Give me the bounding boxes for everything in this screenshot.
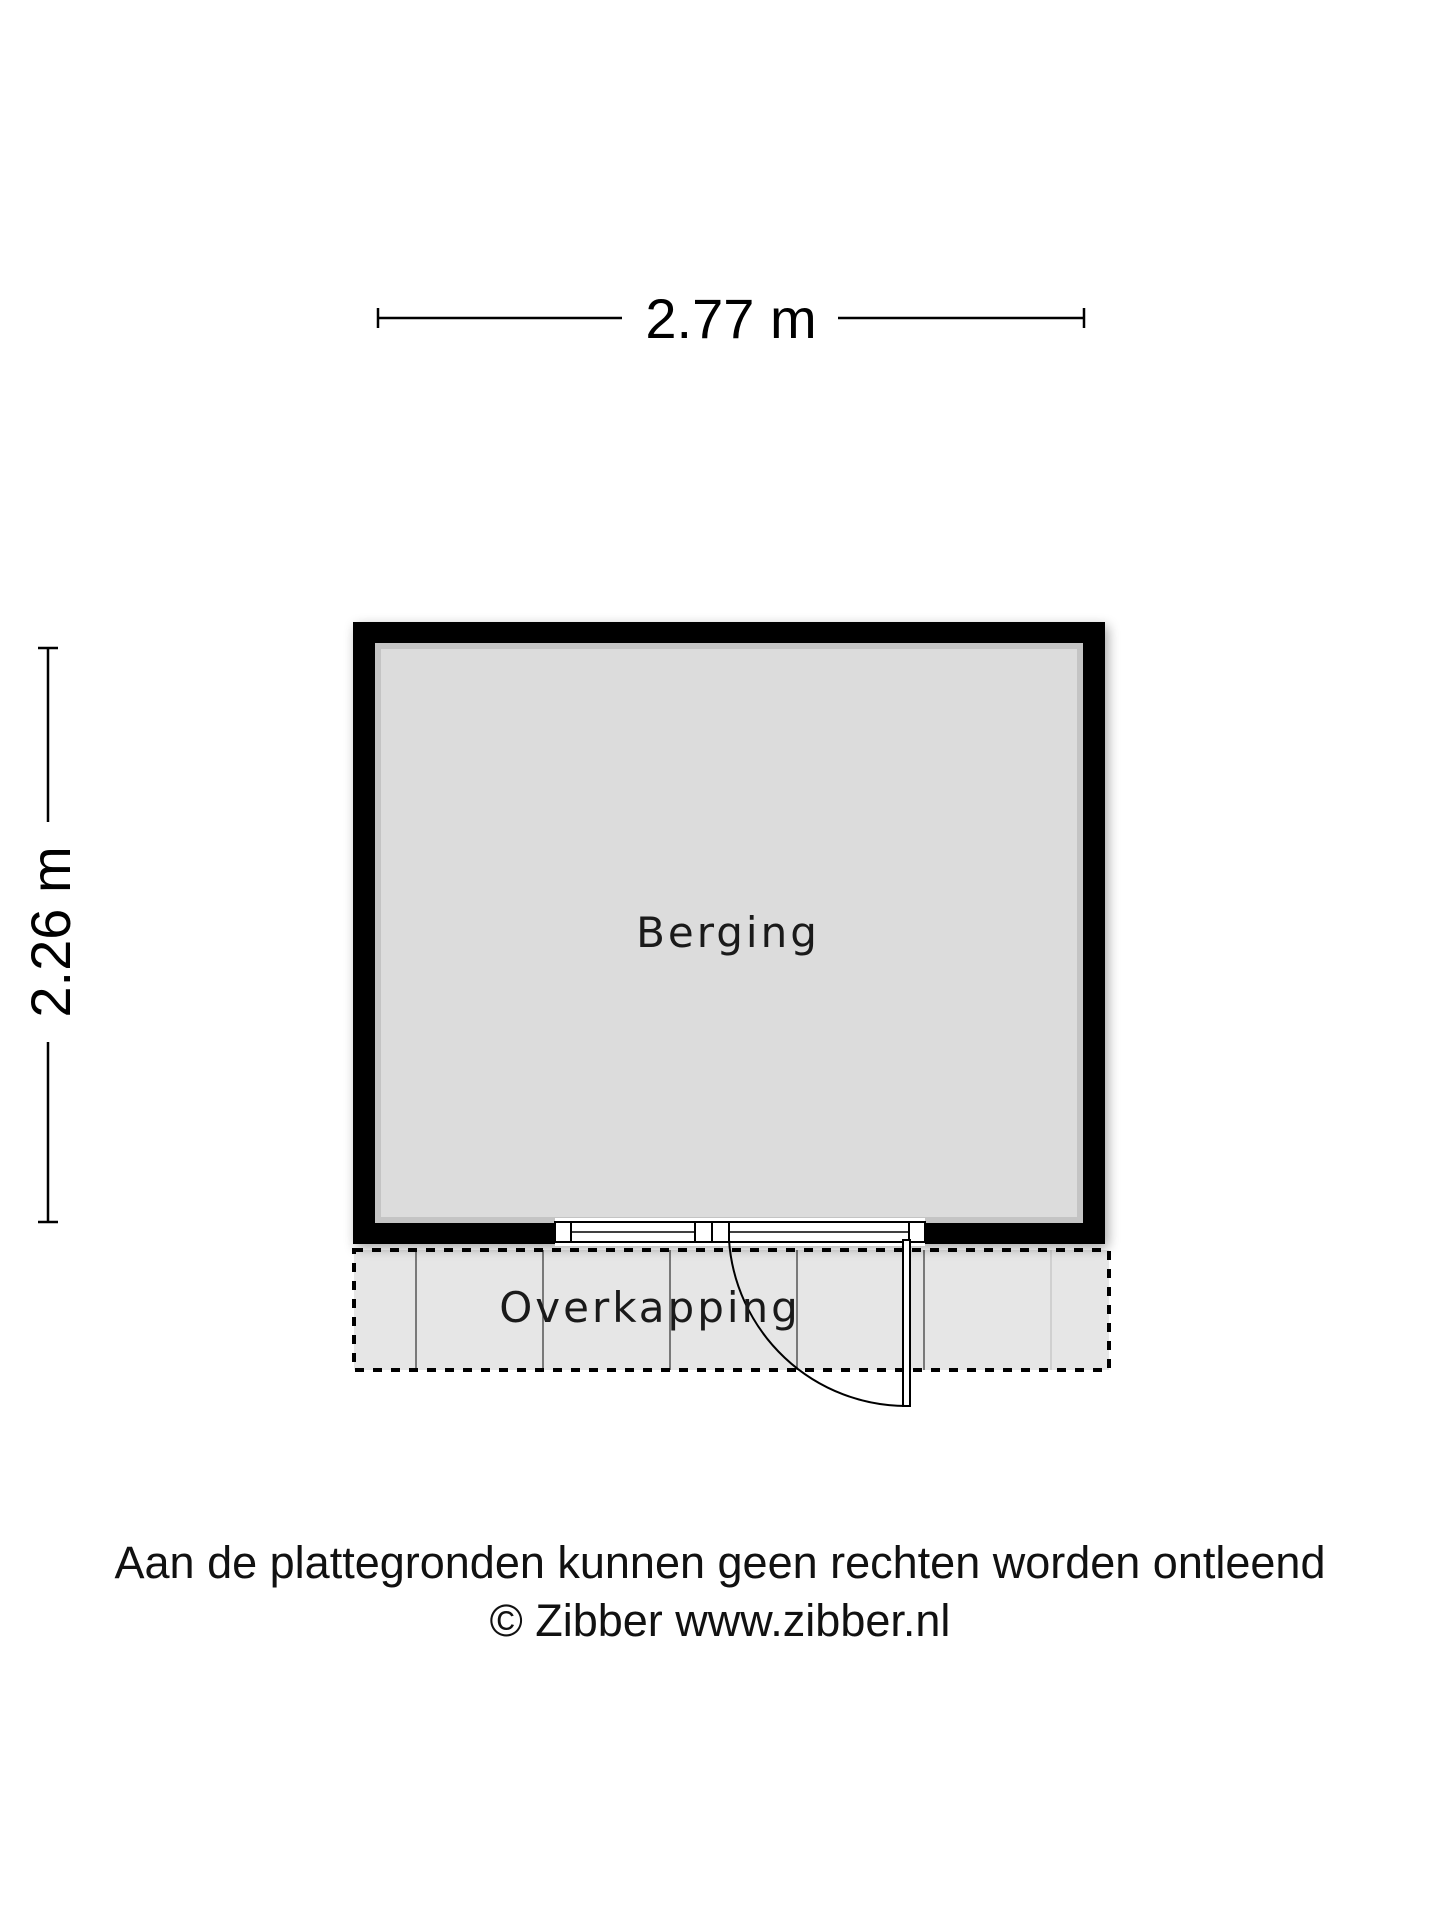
width-dimension (378, 287, 1084, 350)
room-label-berging: Berging (636, 908, 820, 957)
copyright-text: © Zibber www.zibber.nl (489, 1595, 951, 1646)
room-label-overkapping: Overkapping (499, 1283, 801, 1332)
height-label: 2.26 m (19, 846, 82, 1018)
disclaimer-text: Aan de plattegronden kunnen geen rechten worden ontleend (114, 1537, 1326, 1588)
height-dimension (19, 648, 82, 1222)
width-label: 2.77 m (645, 287, 817, 350)
